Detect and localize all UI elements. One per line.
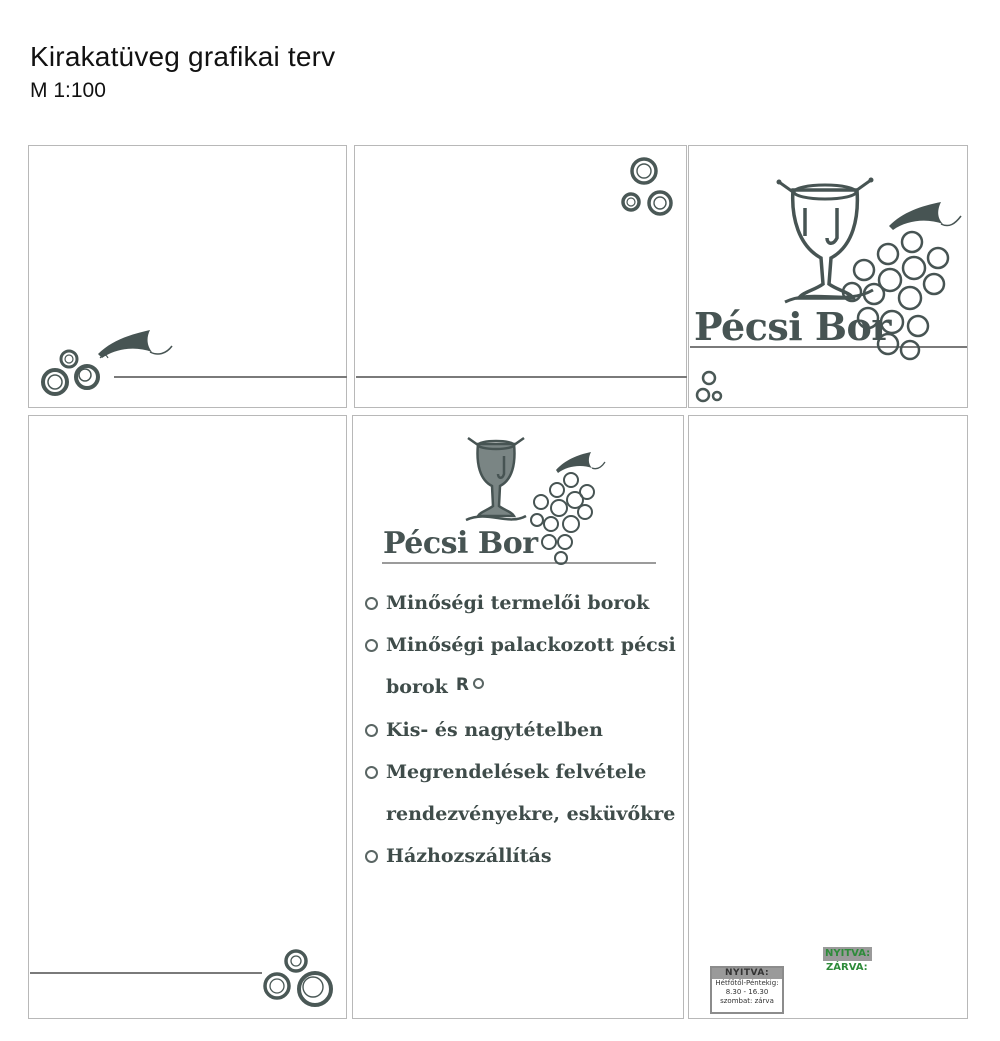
closed-label: ZÁRVA: — [826, 962, 868, 973]
registered-mark: R — [455, 675, 469, 695]
bubble-cluster-icon — [618, 153, 678, 219]
opening-hours-line: 8.30 - 16.30 — [725, 988, 769, 996]
list-item-continuation: rendezvényekre, esküvőkre — [386, 803, 676, 825]
opening-hours-line: szombat: zárva — [720, 997, 774, 1005]
bullet-icon — [365, 639, 378, 652]
wine-glass-icon — [464, 436, 528, 526]
list-item-continuation: borok R — [364, 666, 684, 709]
opening-hours-card — [710, 966, 784, 1014]
bubble-cluster-icon — [260, 945, 338, 1011]
bubble-cluster-icon — [695, 368, 727, 404]
service-list — [364, 582, 684, 877]
bullet-icon — [365, 766, 378, 779]
logo-text: Pécsi Bor — [694, 304, 891, 349]
list-item: Minőségi termelői borok — [364, 582, 684, 624]
open-label: NYITVA: — [825, 948, 871, 959]
bullet-icon — [365, 850, 378, 863]
leaf-icon — [92, 324, 176, 364]
list-item: Megrendelések felvétele — [364, 751, 684, 793]
list-item: Minőségi palackozott pécsi — [364, 624, 684, 666]
bullet-icon — [365, 724, 378, 737]
opening-hours-line: Hétfőtől-Péntekig: — [715, 979, 779, 987]
page-title: Kirakatüveg grafikai terv — [30, 41, 336, 72]
list-item: Házhozszállítás — [364, 835, 684, 877]
bubble-icon — [473, 678, 484, 689]
logo-text: Pécsi Bor — [383, 526, 538, 561]
bullet-icon — [365, 597, 378, 610]
open-closed-sign — [823, 947, 872, 975]
opening-hours-header: NYITVA: — [712, 968, 782, 979]
list-item: Kis- és nagytételben — [364, 709, 684, 751]
scale-label: M 1:100 — [30, 79, 106, 102]
